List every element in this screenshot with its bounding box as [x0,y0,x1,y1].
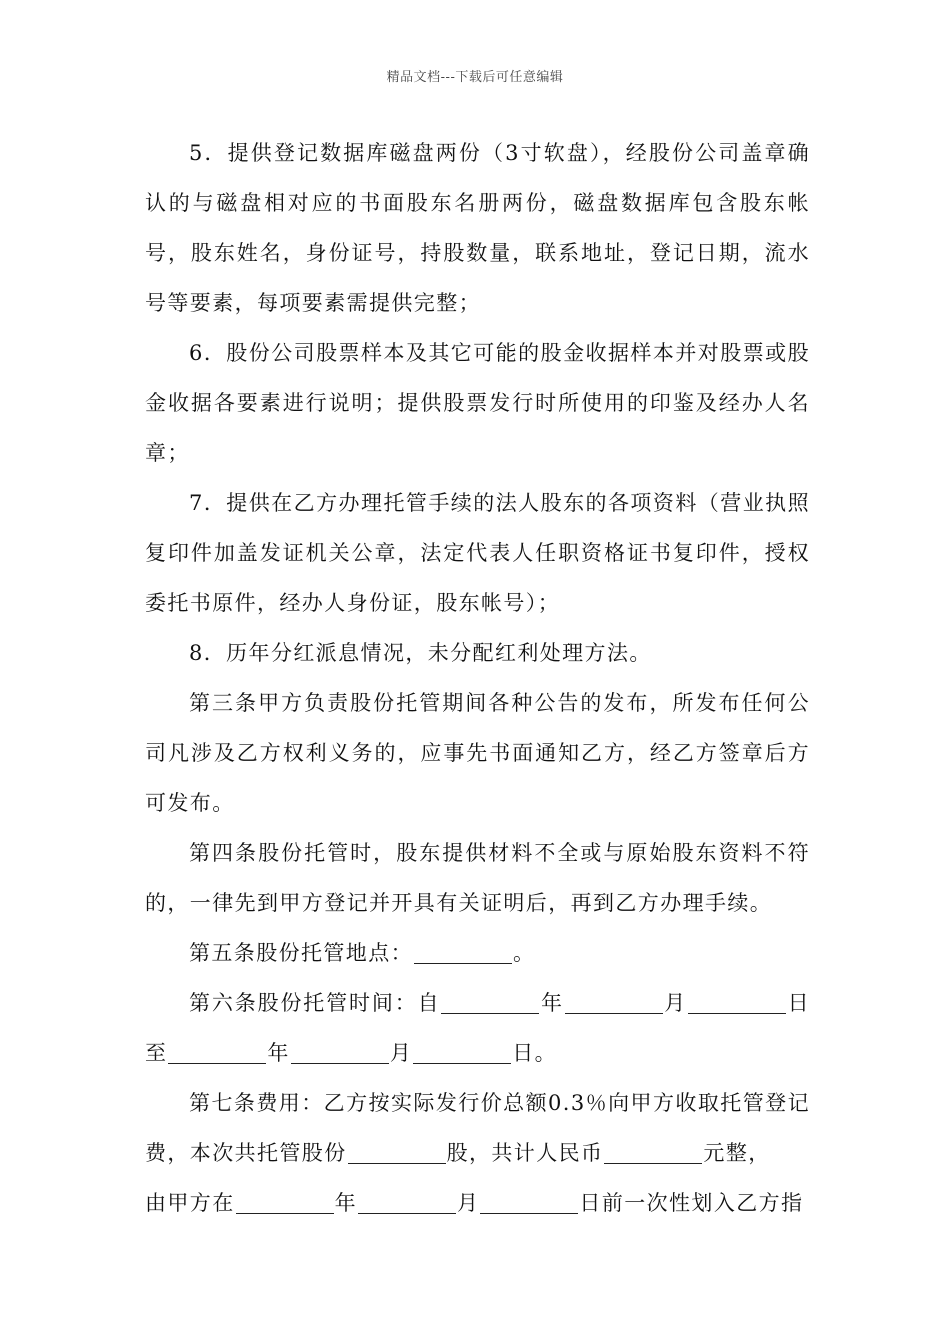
item-5: 5．提供登记数据库磁盘两份（3寸软盘），经股份公司盖章确认的与磁盘相对应的书面股东名册两份，磁盘数据库包含股东帐号，股东姓名，身份证号，持股数量，联系地址，登记日期，流水号等要素，每项要素需提供完整； [145,141,810,315]
item-6: 6．股份公司股票样本及其它可能的股金收据样本并对股票或股金收据各要素进行说明；提供股票发行时所使用的印鉴及经办人名章； [145,341,810,465]
pay-year-blank[interactable] [236,1212,334,1214]
start-day-blank[interactable] [688,1012,786,1014]
end-year-blank[interactable] [168,1062,266,1064]
yuan-label: 元整， [703,1141,771,1165]
month-label: 月 [457,1191,480,1215]
by-label: 由甲方在 [145,1191,235,1215]
day-label: 日 [787,991,811,1015]
pay-month-blank[interactable] [358,1212,456,1214]
page-header: 精品文档---下载后可任意编辑 [386,70,564,85]
shares-blank[interactable] [348,1162,446,1164]
article-5 [145,928,810,978]
article-7-text: 第七条费用：乙方按实际发行价总额0.3％向甲方收取托管登记费，本次共托管股份 [145,1091,810,1165]
document-body [145,128,810,1228]
location-blank[interactable] [414,962,512,964]
amount-blank[interactable] [604,1162,702,1164]
article-7 [145,1078,810,1228]
to-label: 至 [145,1041,168,1065]
article-5-end: 。 [513,941,536,965]
end-day-label: 日。 [512,1041,558,1065]
item-8: 8．历年分红派息情况，未分配红利处理方法。 [189,641,652,665]
end-month-blank[interactable] [291,1062,389,1064]
year-label: 年 [267,1041,290,1065]
start-month-blank[interactable] [565,1012,663,1014]
year-label: 年 [540,991,564,1015]
item-7: 7．提供在乙方办理托管手续的法人股东的各项资料（营业执照复印件加盖发证机关公章，法定代表人任职资格证书复印件，授权委托书原件，经办人身份证，股东帐号）； [145,491,810,615]
article-3: 第三条甲方负责股份托管期间各种公告的发布，所发布任何公司凡涉及乙方权利义务的，应事先书面通知乙方，经乙方签章后方可发布。 [145,691,810,815]
month-label: 月 [389,1041,413,1065]
article-6 [145,978,810,1078]
pay-day-blank[interactable] [480,1212,578,1214]
end-day-blank[interactable] [413,1062,511,1064]
year-label: 年 [334,1191,358,1215]
month-label: 月 [663,991,688,1015]
article-7-tail: 日前一次性划入乙方指 [579,1191,804,1215]
shares-label: 股，共计人民币 [446,1141,604,1165]
article-6-text: 第六条股份托管时间：自 [189,991,441,1015]
article-4: 第四条股份托管时，股东提供材料不全或与原始股东资料不符的，一律先到甲方登记并开具有关证明后，再到乙方办理手续。 [145,841,810,915]
article-5-text: 第五条股份托管地点： [189,941,413,965]
start-year-blank[interactable] [441,1012,539,1014]
